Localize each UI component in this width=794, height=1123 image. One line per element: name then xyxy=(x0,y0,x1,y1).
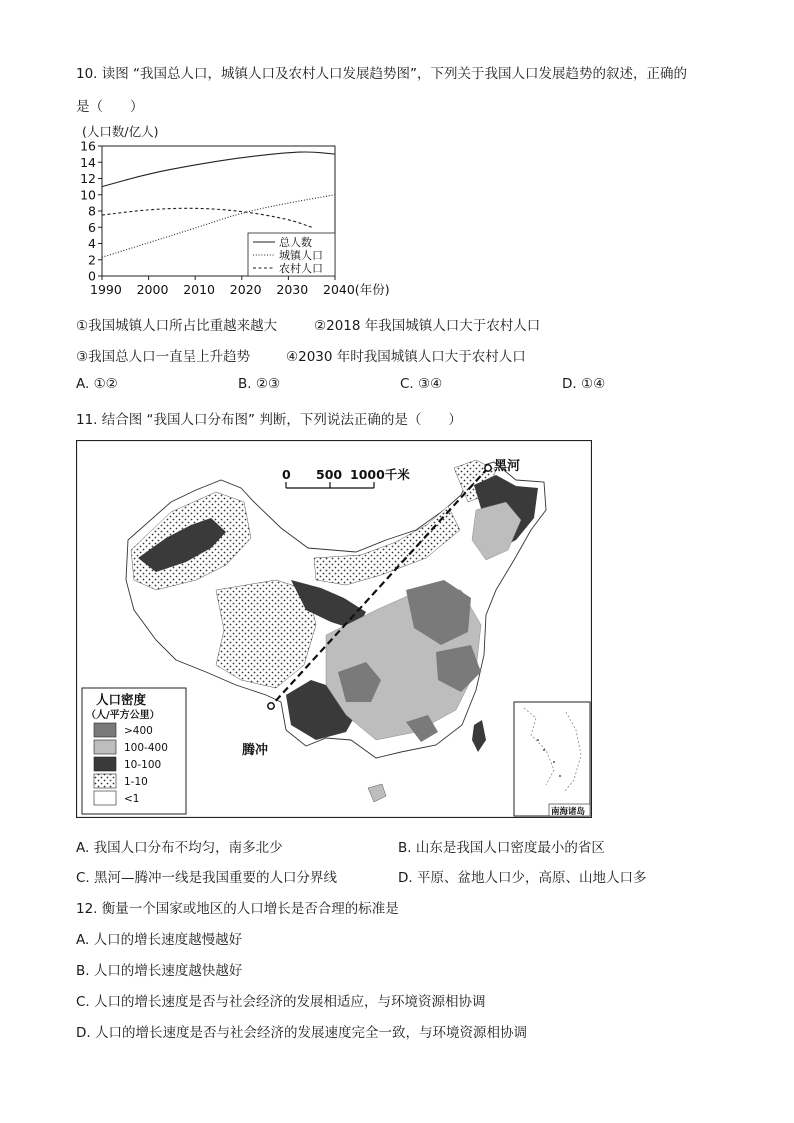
legend-item-2: 100-400 xyxy=(124,742,168,754)
q12-option-a[interactable]: A. 人口的增长速度越慢越好 xyxy=(76,932,243,948)
series-line-1 xyxy=(102,152,335,187)
legend-item-4: 1-10 xyxy=(124,776,148,788)
inset-label: 南海诸岛 xyxy=(551,807,586,817)
x-tick-label: 1990 xyxy=(90,282,122,297)
legend-label-1: 总人数 xyxy=(279,236,312,249)
q10-stem-line1: 10. 读图 “我国总人口，城镇人口及农村人口发展趋势图”，下列关于我国人口发展趋势的叙述，正确的 xyxy=(76,66,688,82)
y-tick-label: 6 xyxy=(88,219,96,235)
scale-label-0: 0 xyxy=(282,467,291,482)
population-trend-chart xyxy=(70,138,390,300)
q11-option-d[interactable]: D. 平原、盆地人口少，高原、山地人口多 xyxy=(398,870,647,886)
y-tick-label: 8 xyxy=(88,203,96,219)
y-tick-label: 12 xyxy=(80,171,96,186)
x-tick-label: 2040(年份) xyxy=(323,282,390,297)
scale-label-500: 500 xyxy=(316,467,343,482)
q10-statement-2: ②2018 年我国城镇人口大于农村人口 xyxy=(314,318,541,334)
q10-option-a[interactable]: A. ①② xyxy=(76,376,118,392)
q10-option-d[interactable]: D. ①④ xyxy=(562,376,606,392)
legend-label-2: 城镇人口 xyxy=(279,249,323,262)
q10-option-b[interactable]: B. ②③ xyxy=(238,376,281,392)
y-tick-label: 4 xyxy=(88,236,96,251)
q10-chart-ylabel: (人口数/亿人) xyxy=(82,124,159,139)
q11-option-a[interactable]: A. 我国人口分布不均匀，南多北少 xyxy=(76,840,283,856)
label-tengchong: 腾冲 xyxy=(242,743,269,758)
q12-option-d[interactable]: D. 人口的增长速度是否与社会经济的发展速度完全一致，与环境资源相协调 xyxy=(76,1025,527,1041)
population-distribution-map xyxy=(76,440,592,818)
q11-option-b[interactable]: B. 山东是我国人口密度最小的省区 xyxy=(398,840,605,856)
q11-option-c[interactable]: C. 黑河—腾冲一线是我国重要的人口分界线 xyxy=(76,870,338,886)
x-tick-label: 2010 xyxy=(183,282,216,297)
scale-label-1000: 1000千米 xyxy=(350,467,410,482)
q12-stem: 12. 衡量一个国家或地区的人口增长是否合理的标准是 xyxy=(76,901,399,917)
legend-label-3: 农村人口 xyxy=(279,262,323,275)
y-tick-label: 10 xyxy=(80,187,96,203)
legend-unit: （人/平方公里） xyxy=(86,710,160,721)
x-tick-label: 2030 xyxy=(276,282,309,297)
y-tick-label: 2 xyxy=(88,252,96,268)
q10-statement-1: ①我国城镇人口所占比重越来越大 xyxy=(76,318,278,334)
label-heihe: 黑河 xyxy=(494,459,521,474)
y-tick-label: 14 xyxy=(80,154,96,170)
q10-statement-4: ④2030 年时我国城镇人口大于农村人口 xyxy=(286,349,526,365)
y-tick-label: 16 xyxy=(80,138,96,154)
tengchong-marker xyxy=(268,703,274,709)
x-tick-label: 2000 xyxy=(136,282,169,297)
y-tick-label: 0 xyxy=(88,268,96,284)
legend-item-5: <1 xyxy=(124,793,140,805)
legend-title: 人口密度 xyxy=(96,692,147,707)
q10-option-c[interactable]: C. ③④ xyxy=(400,376,443,392)
map-legend xyxy=(82,688,186,814)
south-china-sea-inset xyxy=(514,702,590,817)
legend-item-3: 10-100 xyxy=(124,759,162,771)
legend-item-1: >400 xyxy=(124,725,153,737)
q12-option-c[interactable]: C. 人口的增长速度是否与社会经济的发展相适应，与环境资源相协调 xyxy=(76,994,486,1010)
x-tick-label: 2020 xyxy=(229,282,262,297)
q10-statement-3: ③我国总人口一直呈上升趋势 xyxy=(76,349,251,365)
q11-stem: 11. 结合图 “我国人口分布图” 判断，下列说法正确的是（ ） xyxy=(76,412,462,428)
q10-stem-line2: 是（ ） xyxy=(76,99,144,115)
q12-option-b[interactable]: B. 人口的增长速度越快越好 xyxy=(76,963,243,979)
heihe-marker xyxy=(485,465,491,471)
